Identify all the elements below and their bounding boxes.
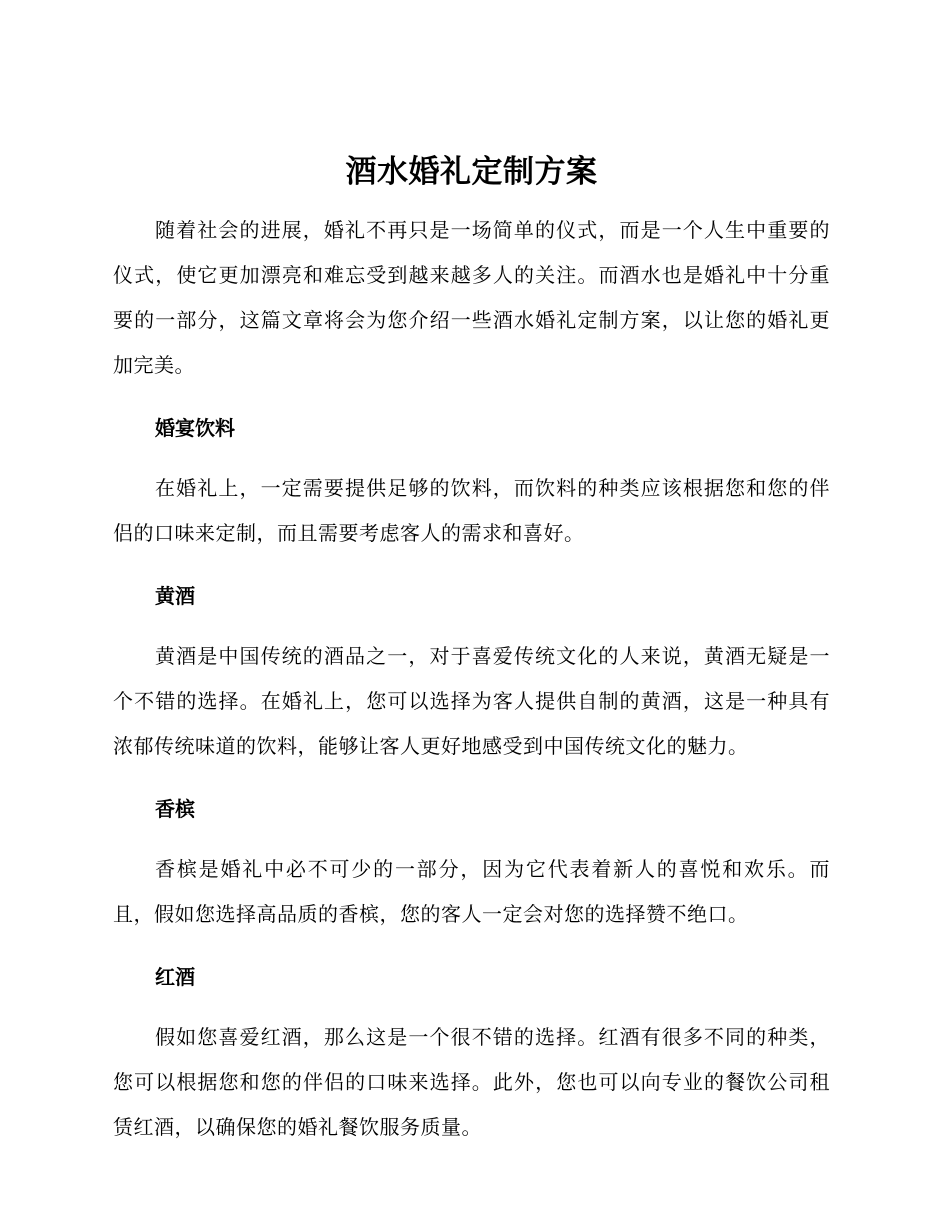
section-heading: 黄酒 [155,584,195,608]
section-paragraph: 香槟是婚礼中必不可少的一部分，因为它代表着新人的喜悦和欢乐。而且，假如您选择高品质的香槟，您的客人一定会对您的选择赞不绝口。 [113,857,830,926]
section-paragraph: 假如您喜爱红酒，那么这是一个很不错的选择。红酒有很多不同的种类，您可以根据您和您的伴侣的口味来选择。此外，您也可以向专业的餐饮公司租赁红酒，以确保您的婚礼餐饮服务质量。 [113,1025,830,1139]
section-paragraph: 黄酒是中国传统的酒品之一，对于喜爱传统文化的人来说，黄酒无疑是一个不错的选择。在婚礼上，您可以选择为客人提供自制的黄酒，这是一种具有浓郁传统味道的饮料，能够让客人更好地感受到中国传统文化的魅力。 [113,644,830,758]
document-title: 酒水婚礼定制方案 [345,154,598,190]
section-heading: 红酒 [155,965,195,989]
intro-paragraph: 随着社会的进展，婚礼不再只是一场简单的仪式，而是一个人生中重要的仪式，使它更加漂亮和难忘受到越来越多人的关注。而酒水也是婚礼中十分重要的一部分，这篇文章将会为您介绍一些酒水婚礼定制方案，以让您的婚礼更加完美。 [113,218,830,377]
section-heading: 香槟 [155,797,195,821]
section-heading: 婚宴饮料 [155,416,235,440]
section-wedding-drinks [113,414,830,556]
section-paragraph: 在婚礼上，一定需要提供足够的饮料，而饮料的种类应该根据您和您的伴侣的口味来定制，而且需要考虑客人的需求和喜好。 [113,476,830,545]
section-champagne [113,795,830,937]
section-yellow-wine [113,582,830,769]
section-red-wine [113,963,830,1150]
